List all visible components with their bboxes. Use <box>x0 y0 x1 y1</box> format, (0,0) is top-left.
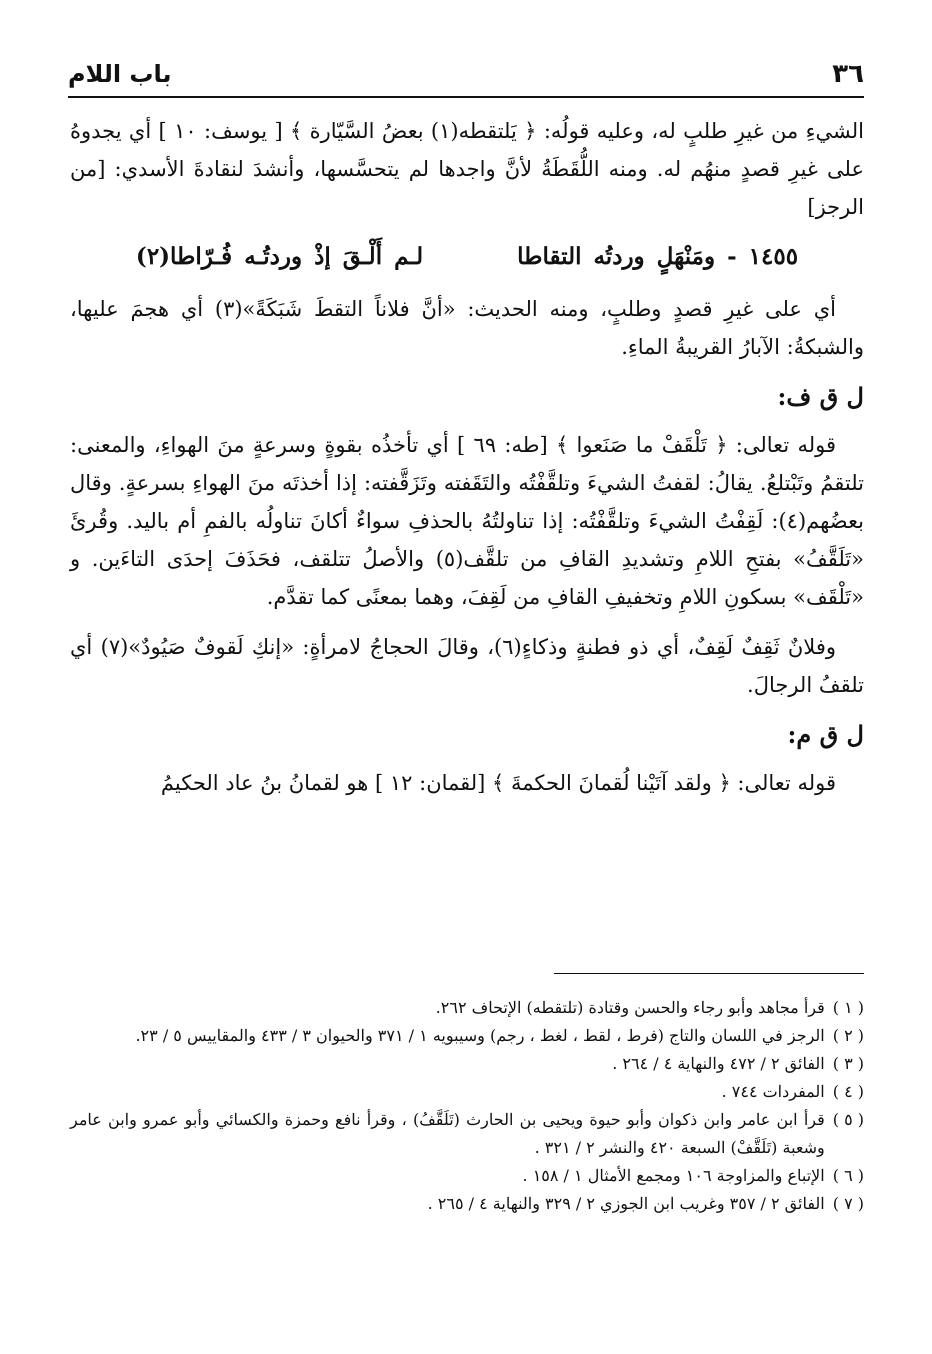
footnote-text: قرأ مجاهد وأبو رجاء والحسن وقتادة (تلتقطه) الإتحاف ٢٦٢. <box>435 998 825 1017</box>
footnote-text: قرأ ابن عامر وابن ذكوان وأبو حيوة ويحيى بن الحارث (تَلَقَّفُ) ، وقرأ نافع وحمزة والكسائي وأبو عمرو وابن عامر وشعبة (تَلَقَّفْ) السبعة ٤٢٠ والنشر ٢ / ٣٢١ . <box>70 1110 825 1157</box>
footnote-number: ( ٧ ) <box>832 1194 864 1213</box>
verse-second-hemistich: لـم أَلْـقَ إذْ وردتُـه فُـرّاطا(٢) <box>135 243 424 270</box>
poetry-verse <box>70 238 864 276</box>
footnote <box>70 1050 864 1078</box>
page-number: ٣٦ <box>832 59 864 89</box>
footnote <box>70 1022 864 1050</box>
footnote <box>70 1190 864 1218</box>
footnote-number: ( ٦ ) <box>832 1166 864 1185</box>
footnote-number: ( ٤ ) <box>832 1082 864 1101</box>
footnote-separator <box>554 973 864 974</box>
root-heading-lqf: ل ق ف: <box>777 382 864 411</box>
footnotes <box>70 994 864 1218</box>
main-text <box>70 112 864 814</box>
footnote <box>70 1106 864 1162</box>
footnote-text: الرجز في اللسان والتاج (فرط ، لقط ، لغط ، رجم) وسيبويه ١ / ٣٧١ والحيوان ٣ / ٤٣٣ والمقاييس ٥ / ٢٣. <box>135 1026 825 1045</box>
paragraph-3: قوله تعالى: ﴿ تَلْقَفْ ما صَنَعوا ﴾ [طه: ٦٩ ] أي تأخذُه بقوةٍ وسرعةٍ منَ الهواءِ، والمعنى: تلتقمُ وتَبْتلعُ. يقالُ: لقفتُ الشيءَ وتلقَّفْتُه والتَقَفته وتَزَقَّفته: إذا أخذتَه منَ الهواءِ بسرعةٍ. وقال بعضُهم(٤): لَقِفْتُ الشيءَ وتلقَّفْتُه: إذا تناولتُهُ بالحذفِ سواءٌ أكانَ تناولُه بالفمِ أم باليد. وقُرئَ «تَلَقَّفُ» بفتحِ اللامِ وتشديدِ القافِ من تلقَّف(٥) والأصلُ تتلقف، فحَذَفَ إحدَى التاءَين. و «تَلْقَف» بسكونِ اللامِ وتخفيفِ القافِ من لَقِفَ، وهما بمعنًى كما تقدَّم. <box>70 433 864 609</box>
paragraph-2: أي على غيرِ قصدٍ وطلبٍ، ومنه الحديث: «أنَّ فلاناً التقطَ شَبَكَةً»(٣) أي هجمَ عليها، والشبكةُ: الآبارُ القريبةُ الماءِ. <box>70 297 864 359</box>
page-header <box>68 52 864 98</box>
root-heading-lqm: ل ق م: <box>787 720 864 749</box>
footnote <box>70 994 864 1022</box>
footnote <box>70 1078 864 1106</box>
paragraph-5: قوله تعالى: ﴿ ولقد آتَيْنا لُقمانَ الحكمةَ ﴾ [لقمان: ١٢ ] هو لقمانُ بنُ عاد الحكيمُ <box>160 771 836 795</box>
verse-first-hemistich: ومَنْهَلٍ وردتُه التقاطا <box>517 243 716 270</box>
paragraph-1: الشيءِ من غيرِ طلبٍ له، وعليه قولُه: ﴿ يَلتقطه(١) بعضُ السَّيّارة ﴾ [ يوسف: ١٠ ] أي يجدوهُ على غيرِ قصدٍ منهُم له. ومنه اللُّقَطَةُ لأنَّ واجدها لم يتحسَّسها، وأنشدَ لنقادةَ الأسدي: [من الرجز] <box>70 119 864 219</box>
footnote-text: المفردات ٧٤٤ . <box>721 1082 825 1101</box>
footnote-text: الفائق ٢ / ٣٥٧ وغريب ابن الجوزي ٢ / ٣٢٩ والنهاية ٤ / ٢٦٥ . <box>427 1194 825 1213</box>
verse-number: ١٤٥٥ - <box>727 243 799 270</box>
paragraph-4: وفلانٌ ثَقِفٌ لَقِفٌ، أي ذو فطنةٍ وذكاءٍ(٦)، وقالَ الحجاجُ لامرأةٍ: «إنكِ لَقوفٌ صَيُودٌ»(٧) أي تلقفُ الرجالَ. <box>70 635 864 697</box>
footnote-number: ( ٥ ) <box>832 1110 864 1129</box>
footnote-text: الإتباع والمزاوجة ١٠٦ ومجمع الأمثال ١ / ١٥٨ . <box>522 1166 825 1185</box>
footnote-text: الفائق ٢ / ٤٧٢ والنهاية ٤ / ٢٦٤ . <box>612 1054 825 1073</box>
footnote <box>70 1162 864 1190</box>
footnote-number: ( ١ ) <box>832 998 864 1017</box>
footnote-number: ( ٢ ) <box>832 1026 864 1045</box>
footnote-number: ( ٣ ) <box>832 1054 864 1073</box>
chapter-title: باب اللام <box>68 60 172 88</box>
